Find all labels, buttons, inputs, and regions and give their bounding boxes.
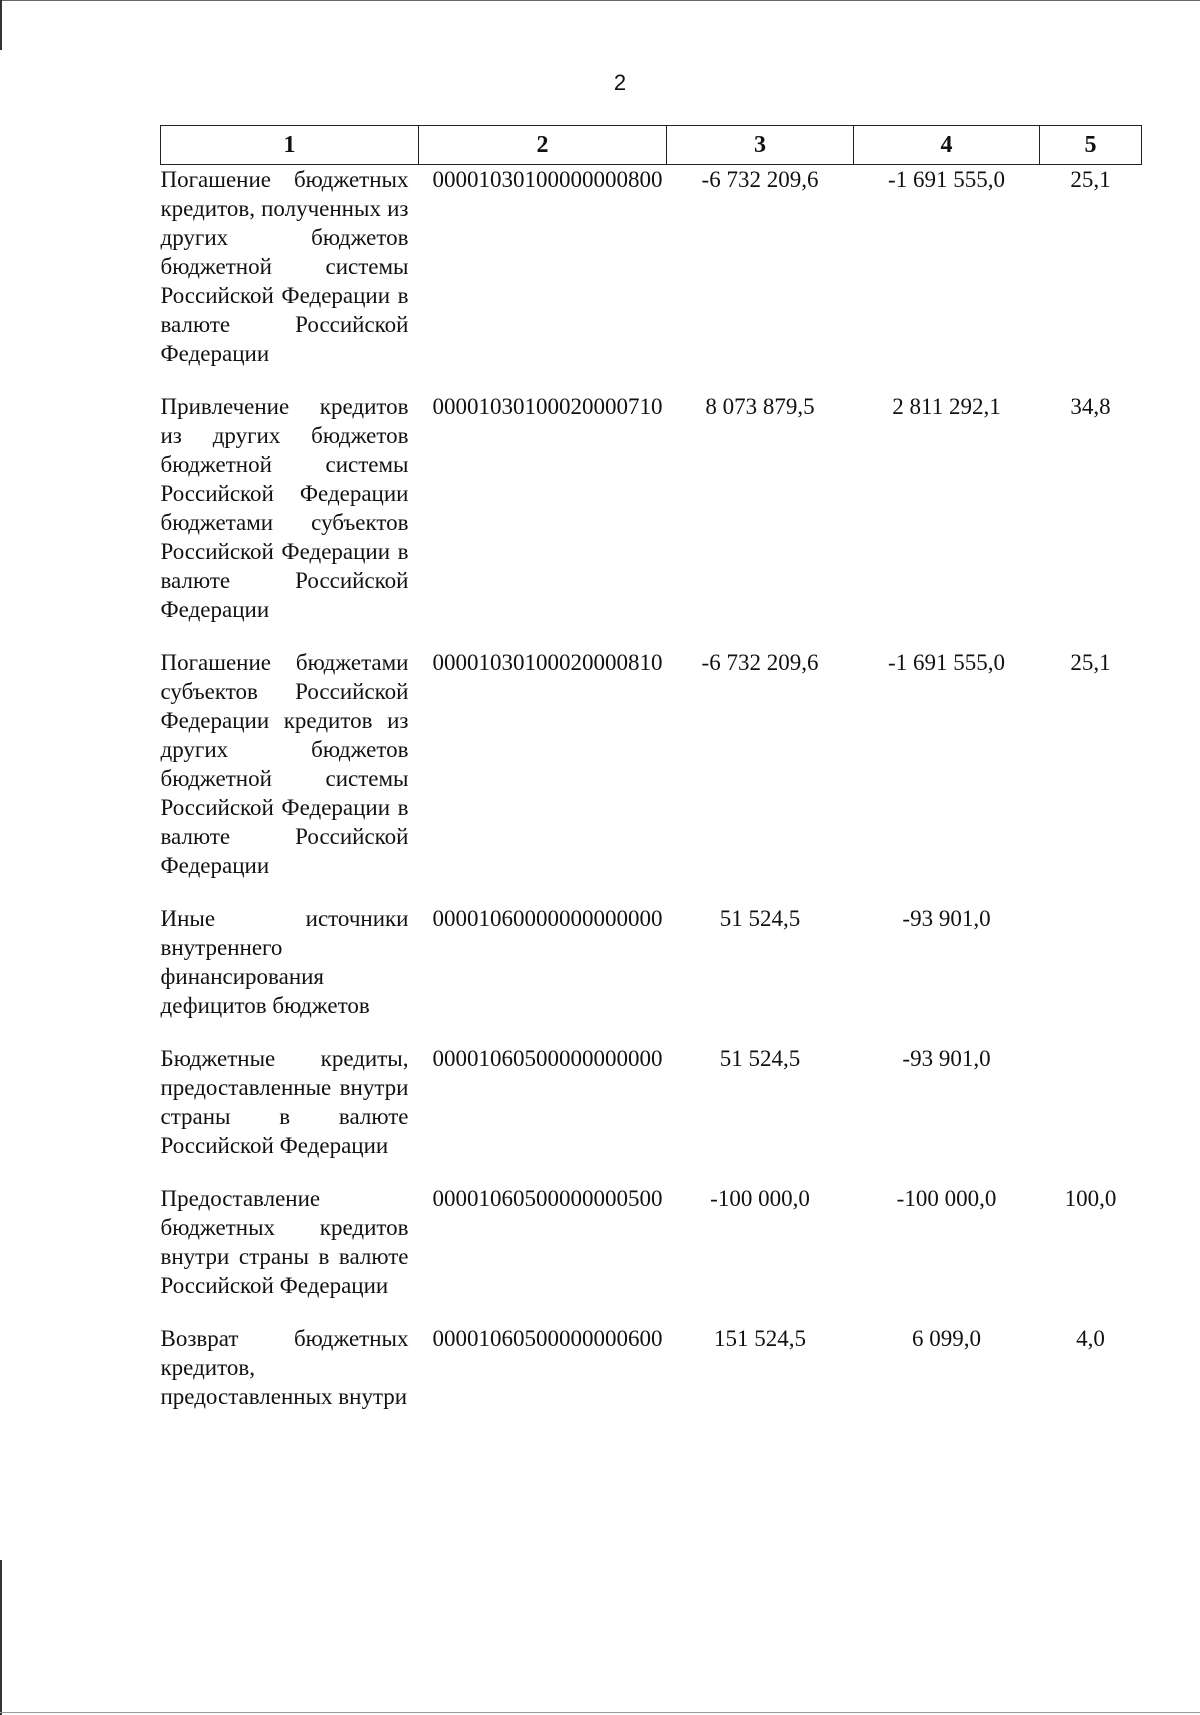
row-name	[161, 165, 419, 369]
row-value-col4: -1 691 555,0	[888, 167, 1005, 192]
scan-edge	[0, 1712, 1200, 1713]
table-row	[161, 392, 1142, 624]
scan-edge	[0, 1560, 2, 1715]
row-name-text: Погашение бюджетных кредитов, полученных из других бюджетов бюджетной системы Российской Федерации в валюте Российской Федерации	[160, 167, 409, 366]
column-header-2: 2	[419, 126, 667, 165]
row-name-text: Привлечение кредитов из других бюджетов бюджетной системы Российской Федерации бюджетами субъектов Российской Федерации в валюте Российской Федерации	[160, 394, 409, 622]
row-value-col5: 100,0	[1064, 1186, 1117, 1211]
row-code: 00001030100000000800	[432, 167, 663, 192]
page-number: 2	[613, 70, 627, 95]
column-header-4: 4	[854, 126, 1040, 165]
row-name	[161, 1044, 419, 1160]
row-name-text: Иные источники внутреннего финансирования дефицитов бюджетов	[160, 906, 409, 1018]
row-spacer	[161, 880, 1142, 904]
row-code: 00001060500000000500	[432, 1186, 663, 1211]
row-value-col5: 25,1	[1070, 650, 1111, 675]
row-code: 00001060500000000600	[432, 1326, 663, 1351]
table-row	[161, 648, 1142, 880]
row-value-col4: -100 000,0	[896, 1186, 997, 1211]
row-value-col3: 51 524,5	[719, 906, 801, 931]
table-row	[161, 904, 1142, 1020]
row-name-text: Бюджетные кредиты, предоставленные внутри страны в валюте Российской Федерации	[160, 1046, 409, 1158]
row-code: 00001060000000000000	[432, 906, 663, 931]
row-name-text: Возврат бюджетных кредитов, предоставленных внутри	[160, 1326, 409, 1409]
row-name	[161, 392, 419, 624]
row-value-col4: 2 811 292,1	[892, 394, 1001, 419]
row-value-col3: -6 732 209,6	[701, 650, 819, 675]
scan-edge	[0, 0, 2, 50]
table-row	[161, 1044, 1142, 1160]
row-code: 00001030100020000810	[432, 650, 663, 675]
column-header-5: 5	[1040, 126, 1142, 165]
scan-edge	[0, 0, 1200, 1]
row-value-col5: 4,0	[1076, 1326, 1105, 1351]
row-code: 00001060500000000000	[432, 1046, 663, 1071]
row-value-col4: -93 901,0	[902, 1046, 991, 1071]
row-value-col5	[1040, 904, 1142, 1020]
row-value-col3: 51 524,5	[719, 1046, 801, 1071]
row-value-col3: -6 732 209,6	[701, 167, 819, 192]
row-value-col3: 8 073 879,5	[705, 394, 815, 419]
row-value-col4: 6 099,0	[912, 1326, 981, 1351]
row-value-col3: -100 000,0	[710, 1186, 810, 1211]
row-spacer	[161, 368, 1142, 392]
row-spacer	[161, 1160, 1142, 1184]
row-name	[161, 1324, 419, 1411]
column-header-1: 1	[161, 126, 419, 165]
row-value-col5: 25,1	[1070, 167, 1111, 192]
row-spacer	[161, 1300, 1142, 1324]
row-name	[161, 648, 419, 880]
row-name	[161, 1184, 419, 1300]
row-name	[161, 904, 419, 1020]
row-value-col5	[1040, 1044, 1142, 1160]
table-row	[161, 1324, 1142, 1411]
table-row	[161, 1184, 1142, 1300]
budget-sources-table	[160, 125, 1142, 1411]
row-value-col3: 151 524,5	[714, 1326, 806, 1351]
column-header-3: 3	[667, 126, 854, 165]
row-spacer	[161, 624, 1142, 648]
row-spacer	[161, 1020, 1142, 1044]
table-row	[161, 165, 1142, 369]
table-header	[161, 126, 1142, 165]
row-name-text: Погашение бюджетами субъектов Российской Федерации кредитов из других бюджетов бюджетной системы Российской Федерации в валюте Российской Федерации	[160, 650, 409, 878]
row-value-col4: -1 691 555,0	[888, 650, 1005, 675]
row-name-text: Предоставление бюджетных кредитов внутри страны в валюте Российской Федерации	[160, 1186, 409, 1298]
row-value-col4: -93 901,0	[902, 906, 991, 931]
row-code: 00001030100020000710	[432, 394, 663, 419]
row-value-col5: 34,8	[1070, 394, 1111, 419]
table-body	[161, 165, 1142, 1412]
